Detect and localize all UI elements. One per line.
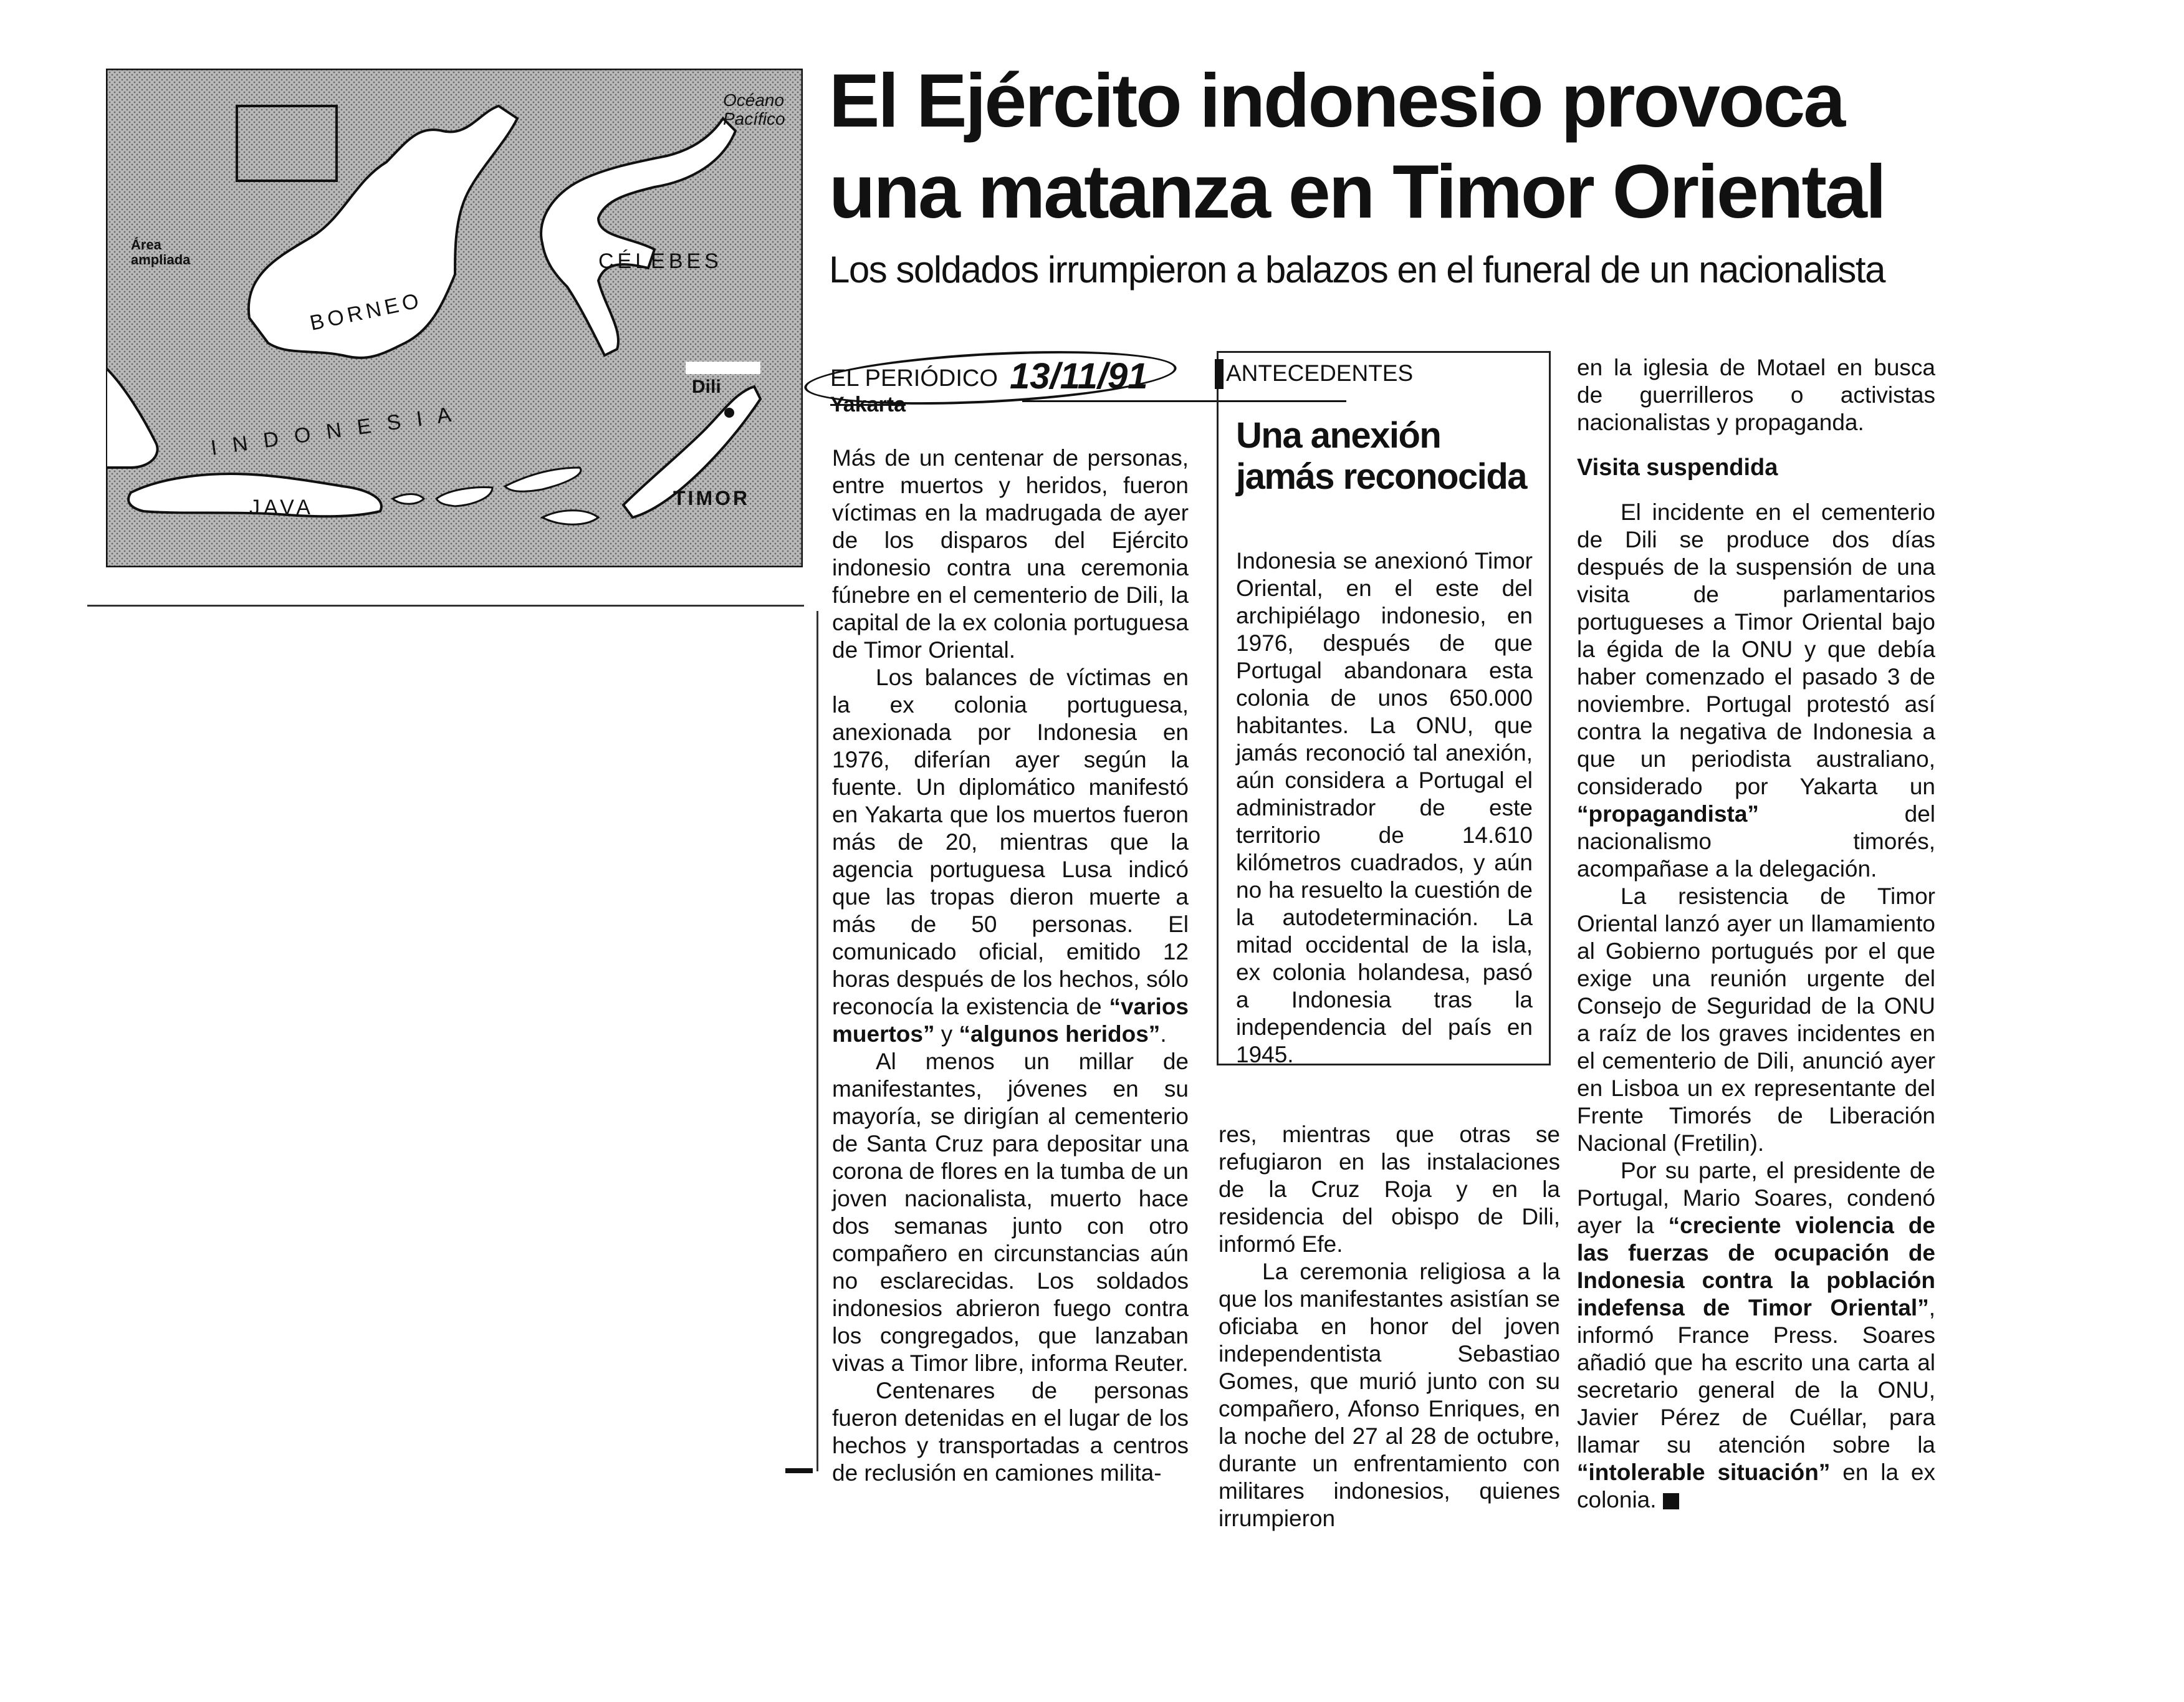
label-timor: TIMOR	[673, 487, 750, 509]
headline-line-1: El Ejército indonesio provoca	[829, 58, 1844, 143]
label-dili: Dili	[692, 377, 721, 397]
text-run: El incidente en el cementerio de Dili se produce dos días después de la suspensión de una visita de parlamentarios portugueses a Timor Oriental bajo la égida de la ONU y que debía haber comenzado el pasado 3 de noviembre. Portugal protestó así contra la negativa de Indonesia a que un periodista australiano, considerado por Yakarta un	[1577, 499, 1935, 799]
quote: “varios muertos”	[832, 994, 1189, 1047]
label-ocean-2: Pacífico	[723, 109, 785, 128]
label-java: JAVA	[249, 496, 314, 519]
margin-mark	[785, 1468, 813, 1473]
handwritten-date: 13/11/91	[1010, 356, 1148, 397]
text-run: en la ex colonia.	[1577, 1459, 1935, 1512]
paragraph: La resistencia de Timor Oriental lanzó ayer un llamamiento al Gobierno portugués por el que exige una reunión urgente del Consejo de Seguridad de la ONU a raíz de los graves incidentes en el cementerio de Dili, anunció ayer en Lisboa un ex representante del Frente Timorés de Liberación Nacional (Fretilin).	[1577, 883, 1935, 1156]
paragraph: Al menos un millar de manifestantes, jóvenes en su mayoría, se dirigían al cementerio de Santa Cruz para depositar una corona de flores en la tumba de un joven nacionalista, muerto hace dos semanas junto con otro compañero en circunstancias aún no esclarecidas. Los soldados indonesios abrieron fuego contra los congregados, que lanzaban vivas a Timor libre, informa Reuter.	[832, 1049, 1189, 1376]
subheadline: Los soldados irrumpieron a balazos en el funeral de un nacionalista	[829, 249, 1885, 291]
label-ocean-1: Océano	[723, 90, 785, 110]
indonesia-map	[106, 69, 803, 567]
text-run: y	[934, 1021, 959, 1047]
quote: “creciente violencia de las fuerzas de ocupación de Indonesia contra la población indefensa de Timor Oriental”	[1577, 1213, 1935, 1320]
text-run: Los balances de víctimas en la ex colonia portuguesa, anexionada por Indonesia en 1976, diferían ayer según la fuente. Un diplomático manifestó en Yakarta que los muertos fueron más de 20, mientras que la agencia portuguesa Lusa indicó que las tropas dieron muerte a más de 50 personas. El comunicado oficial, emitido 12 horas después de los hechos, sólo reconocía la existencia de	[832, 665, 1189, 1019]
label-ocean	[723, 90, 789, 128]
sidebar-body: Indonesia se anexionó Timor Oriental, en el este del archipiélago indonesio, en 1976, después de que Portugal abandonara esta colonia de unos 650.000 habitantes. La ONU, que jamás reconoció tal anexión, aún considera a Portugal el administrador de este territorio de 14.610 kilómetros cuadrados, y aún no ha resuelto la cuestión de la autodeterminación. La mitad occidental de la isla, ex colonia holandesa, pasó a Indonesia tras la independencia del país en 1945.	[1236, 548, 1533, 1067]
paragraph	[1577, 1157, 1935, 1514]
article-column-1	[832, 445, 1189, 1487]
rule-column-left	[817, 611, 818, 1471]
text-run: del nacionalismo timorés, acompañase a la delegación.	[1577, 801, 1935, 882]
text-run: Por su parte, el presidente de Portugal, Mario Soares, condenó ayer la	[1577, 1158, 1935, 1238]
label-borneo: BORNEO	[307, 288, 425, 335]
byline-city: Yakarta	[830, 393, 906, 416]
label-indonesia: I N D O N E S I A	[209, 402, 457, 460]
sidebar-tag: ANTECEDENTES	[1226, 360, 1414, 386]
paragraph: Centenares de personas fueron detenidas en el lugar de los hechos y transportadas a centros de reclusión en camiones milita-	[832, 1378, 1189, 1486]
text-run: .	[1160, 1021, 1167, 1047]
end-mark	[1663, 1493, 1679, 1509]
headline	[829, 55, 2138, 237]
tag-bar	[1215, 359, 1224, 389]
paragraph: en la iglesia de Motael en busca de guerrilleros o activistas nacionalistas y propaganda.	[1577, 355, 1935, 435]
paragraph: Más de un centenar de personas, entre muertos y heridos, fueron víctimas en la madrugada de ayer de los disparos del Ejército indonesio contra una ceremonia fúnebre en el cementerio de Dili, la capital de la ex colonia portuguesa de Timor Oriental.	[832, 445, 1189, 663]
section-subhead: Visita suspendida	[1577, 454, 1778, 481]
antecedentes-box	[1217, 351, 1551, 1065]
label-area-2: ampliada	[131, 252, 191, 267]
text-run: , informó France Press. Soares añadió que ha escrito una carta al secretario general de la ONU, Javier Pérez de Cuéllar, para llamar su atención sobre la	[1577, 1295, 1935, 1458]
sidebar-title: Una anexión jamás reconocida	[1236, 415, 1526, 497]
quote: “intolerable situación”	[1577, 1459, 1831, 1485]
headline-line-2: una matanza en Timor Oriental	[829, 149, 1885, 234]
dili-marker	[724, 408, 734, 418]
paragraph	[1577, 499, 1935, 883]
dili-label-bg	[686, 362, 760, 374]
rule-below-map	[87, 605, 804, 607]
byline	[798, 347, 1184, 415]
article-column-3	[1577, 354, 1935, 1514]
article-column-2	[1219, 1121, 1560, 1532]
paragraph: res, mientras que otras se refugiaron en las instalaciones de la Cruz Roja y en la residencia del obispo de Dili, informó Efe.	[1219, 1122, 1560, 1257]
quote: “propagandista”	[1577, 801, 1759, 827]
quote: “algunos heridos”	[959, 1021, 1161, 1047]
paragraph	[832, 664, 1189, 1048]
label-celebes: CÉLEBES	[598, 249, 722, 273]
byline-source: EL PERIÓDICO	[830, 365, 998, 392]
paragraph: La ceremonia religiosa a la que los manifestantes asistían se oficiaba en honor del joven independentista Sebastiao Gomes, que murió junto con su compañero, Afonso Enriques, en la noche del 27 al 28 de octubre, durante un enfrentamiento con militares indonesios, quienes irrumpieron	[1219, 1259, 1560, 1531]
label-area-1: Área	[131, 237, 161, 252]
